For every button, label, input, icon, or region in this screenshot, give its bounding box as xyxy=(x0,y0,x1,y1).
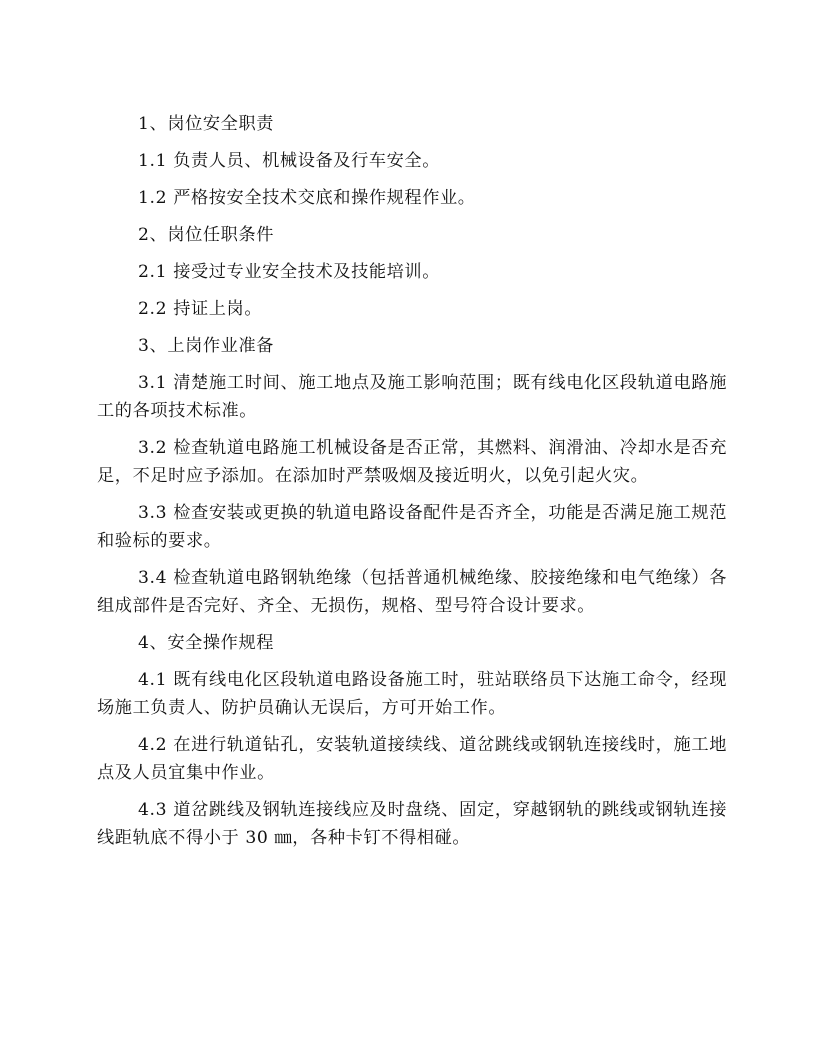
paragraph-2-2: 2.2 持证上岗。 xyxy=(138,299,263,319)
paragraph-3-3: 3.3 检查安装或更换的轨道电路设备配件是否齐全，功能是否满足施工规范和验标的要求。 xyxy=(97,503,727,551)
paragraph-3-1: 3.1 清楚施工时间、施工地点及施工影响范围；既有线电化区段轨道电路施工的各项技术标准。 xyxy=(97,373,727,421)
section-heading-1: 1、岗位安全职责 xyxy=(138,114,275,134)
paragraph-2-1: 2.1 接受过专业安全技术及技能培训。 xyxy=(138,262,441,282)
paragraph-4-1: 4.1 既有线电化区段轨道电路设备施工时，驻站联络员下达施工命令，经现场施工负责人、防护员确认无误后，方可开始工作。 xyxy=(97,670,727,718)
document-page xyxy=(97,110,727,861)
section-heading-3: 3、上岗作业准备 xyxy=(138,336,275,356)
paragraph-1-1: 1.1 负责人员、机械设备及行车安全。 xyxy=(138,151,441,171)
paragraph-4-3: 4.3 道岔跳线及钢轨连接线应及时盘绕、固定，穿越钢轨的跳线或钢轨连接线距轨底不得小于 30 ㎜，各种卡钉不得相碰。 xyxy=(97,800,727,848)
section-heading-4: 4、安全操作规程 xyxy=(138,633,275,653)
paragraph-1-2: 1.2 严格按安全技术交底和操作规程作业。 xyxy=(138,188,476,208)
section-heading-2: 2、岗位任职条件 xyxy=(138,225,275,245)
paragraph-3-2: 3.2 检查轨道电路施工机械设备是否正常，其燃料、润滑油、冷却水是否充足，不足时应予添加。在添加时严禁吸烟及接近明火，以免引起火灾。 xyxy=(97,438,727,486)
paragraph-4-2: 4.2 在进行轨道钻孔，安装轨道接续线、道岔跳线或钢轨连接线时，施工地点及人员宜集中作业。 xyxy=(97,735,727,783)
paragraph-3-4: 3.4 检查轨道电路钢轨绝缘（包括普通机械绝缘、胶接绝缘和电气绝缘）各组成部件是否完好、齐全、无损伤，规格、型号符合设计要求。 xyxy=(97,568,727,616)
